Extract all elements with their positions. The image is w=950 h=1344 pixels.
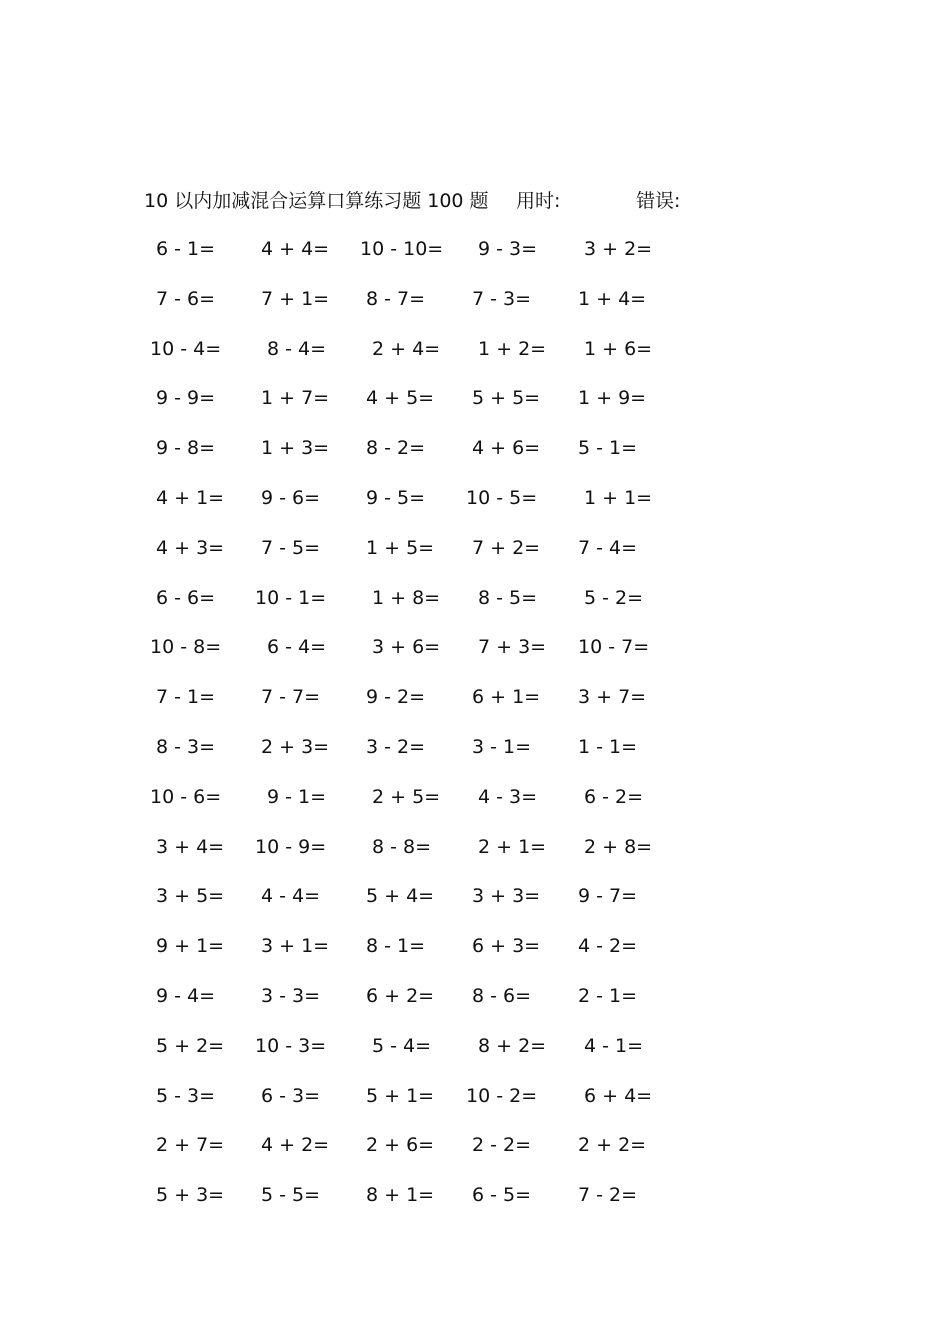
problem-row — [0, 983, 950, 1033]
problem-item: 4 - 2= — [578, 935, 638, 958]
problem-row — [0, 834, 950, 884]
problem-item: 8 - 6= — [472, 984, 532, 1007]
problem-item: 7 - 4= — [578, 536, 638, 559]
problem-row — [0, 1083, 950, 1133]
worksheet-title: 10 以内加减混合运算口算练习题 100 题 — [144, 190, 489, 212]
problem-item: 6 + 4= — [584, 1084, 653, 1107]
problem-item: 3 + 4= — [156, 835, 225, 858]
problem-item: 10 - 6= — [150, 785, 222, 808]
errors-label: 错误: — [636, 190, 681, 212]
problem-item: 7 - 5= — [261, 536, 321, 559]
problem-row — [0, 734, 950, 784]
problem-item: 1 + 9= — [578, 387, 647, 410]
problem-row — [0, 435, 950, 485]
problem-item: 9 - 9= — [156, 387, 216, 410]
problem-item: 5 - 5= — [261, 1184, 321, 1207]
problem-item: 4 + 2= — [261, 1134, 330, 1157]
problem-row — [0, 634, 950, 684]
problem-item: 4 - 4= — [261, 885, 321, 908]
problem-item: 8 - 8= — [372, 835, 432, 858]
problem-item: 7 + 1= — [261, 287, 330, 310]
problem-item: 8 - 5= — [478, 586, 538, 609]
problem-item: 2 + 6= — [366, 1134, 435, 1157]
problem-item: 7 - 3= — [472, 287, 532, 310]
problem-row — [0, 1132, 950, 1182]
problem-item: 10 - 1= — [255, 586, 327, 609]
problem-item: 1 + 4= — [578, 287, 647, 310]
problem-row — [0, 1182, 950, 1232]
problem-item: 1 + 2= — [478, 337, 547, 360]
problem-item: 10 - 3= — [255, 1034, 327, 1057]
problem-item: 5 - 1= — [578, 437, 638, 460]
problem-item: 6 - 5= — [472, 1184, 532, 1207]
problem-item: 10 - 5= — [466, 486, 538, 509]
problem-item: 2 + 3= — [261, 735, 330, 758]
problem-row — [0, 385, 950, 435]
problem-item: 1 + 6= — [584, 337, 653, 360]
problem-item: 10 - 8= — [150, 636, 222, 659]
problem-row — [0, 535, 950, 585]
problem-item: 6 + 2= — [366, 984, 435, 1007]
problem-item: 4 + 6= — [472, 437, 541, 460]
problem-item: 3 + 6= — [372, 636, 441, 659]
problem-item: 10 - 4= — [150, 337, 222, 360]
problem-item: 8 - 4= — [267, 337, 327, 360]
problem-row — [0, 585, 950, 635]
problem-item: 3 + 2= — [584, 238, 653, 260]
problem-item: 9 - 2= — [366, 686, 426, 709]
problem-item: 5 + 4= — [366, 885, 435, 908]
problem-item: 7 - 7= — [261, 686, 321, 709]
problem-item: 8 - 1= — [366, 935, 426, 958]
problem-item: 2 - 1= — [578, 984, 638, 1007]
problem-row — [0, 336, 950, 386]
problem-item: 2 + 8= — [584, 835, 653, 858]
problem-item: 8 + 1= — [366, 1184, 435, 1207]
problem-item: 5 - 4= — [372, 1034, 432, 1057]
problem-item: 2 - 2= — [472, 1134, 532, 1157]
problem-item: 3 + 3= — [472, 885, 541, 908]
problem-row — [0, 784, 950, 834]
problem-item: 8 - 2= — [366, 437, 426, 460]
problem-item: 4 + 4= — [261, 238, 330, 260]
problem-grid — [0, 236, 950, 1232]
problem-item: 5 + 2= — [156, 1034, 225, 1057]
problem-item: 2 + 5= — [372, 785, 441, 808]
problem-row — [0, 485, 950, 535]
problem-row — [0, 883, 950, 933]
problem-item: 7 - 2= — [578, 1184, 638, 1207]
problem-item: 5 - 3= — [156, 1084, 216, 1107]
time-label: 用时: — [516, 190, 561, 212]
problem-item: 3 - 2= — [366, 735, 426, 758]
problem-item: 10 - 7= — [578, 636, 650, 659]
problem-item: 4 + 3= — [156, 536, 225, 559]
problem-item: 4 + 1= — [156, 486, 225, 509]
problem-row — [0, 286, 950, 336]
problem-item: 3 - 3= — [261, 984, 321, 1007]
problem-item: 9 - 6= — [261, 486, 321, 509]
problem-item: 1 + 8= — [372, 586, 441, 609]
problem-item: 3 + 5= — [156, 885, 225, 908]
problem-item: 2 + 7= — [156, 1134, 225, 1157]
problem-row — [0, 1033, 950, 1083]
problem-item: 6 - 1= — [156, 238, 216, 260]
problem-item: 1 - 1= — [578, 735, 638, 758]
problem-item: 1 + 7= — [261, 387, 330, 410]
problem-item: 5 + 5= — [472, 387, 541, 410]
problem-item: 8 + 2= — [478, 1034, 547, 1057]
problem-item: 6 - 3= — [261, 1084, 321, 1107]
problem-item: 2 + 2= — [578, 1134, 647, 1157]
problem-item: 7 + 2= — [472, 536, 541, 559]
problem-item: 9 - 1= — [267, 785, 327, 808]
problem-item: 9 - 3= — [478, 238, 538, 260]
problem-item: 3 - 1= — [472, 735, 532, 758]
problem-row — [0, 933, 950, 983]
problem-item: 6 - 2= — [584, 785, 644, 808]
problem-item: 9 - 4= — [156, 984, 216, 1007]
problem-item: 9 - 7= — [578, 885, 638, 908]
problem-row — [0, 684, 950, 734]
problem-row — [0, 236, 950, 286]
problem-item: 4 - 1= — [584, 1034, 644, 1057]
problem-item: 1 + 3= — [261, 437, 330, 460]
problem-item: 5 + 1= — [366, 1084, 435, 1107]
problem-item: 6 + 1= — [472, 686, 541, 709]
problem-item: 10 - 2= — [466, 1084, 538, 1107]
problem-item: 1 + 1= — [584, 486, 653, 509]
problem-item: 6 + 3= — [472, 935, 541, 958]
problem-item: 9 - 8= — [156, 437, 216, 460]
problem-item: 1 + 5= — [366, 536, 435, 559]
problem-item: 3 + 7= — [578, 686, 647, 709]
problem-item: 2 + 1= — [478, 835, 547, 858]
problem-item: 4 - 3= — [478, 785, 538, 808]
problem-item: 7 + 3= — [478, 636, 547, 659]
problem-item: 10 - 9= — [255, 835, 327, 858]
problem-item: 8 - 7= — [366, 287, 426, 310]
problem-item: 2 + 4= — [372, 337, 441, 360]
problem-item: 3 + 1= — [261, 935, 330, 958]
problem-item: 10 - 10= — [360, 238, 444, 260]
problem-item: 9 - 5= — [366, 486, 426, 509]
problem-item: 9 + 1= — [156, 935, 225, 958]
problem-item: 4 + 5= — [366, 387, 435, 410]
problem-item: 6 - 4= — [267, 636, 327, 659]
problem-item: 7 - 1= — [156, 686, 216, 709]
problem-item: 8 - 3= — [156, 735, 216, 758]
problem-item: 5 - 2= — [584, 586, 644, 609]
problem-item: 6 - 6= — [156, 586, 216, 609]
problem-item: 5 + 3= — [156, 1184, 225, 1207]
problem-item: 7 - 6= — [156, 287, 216, 310]
